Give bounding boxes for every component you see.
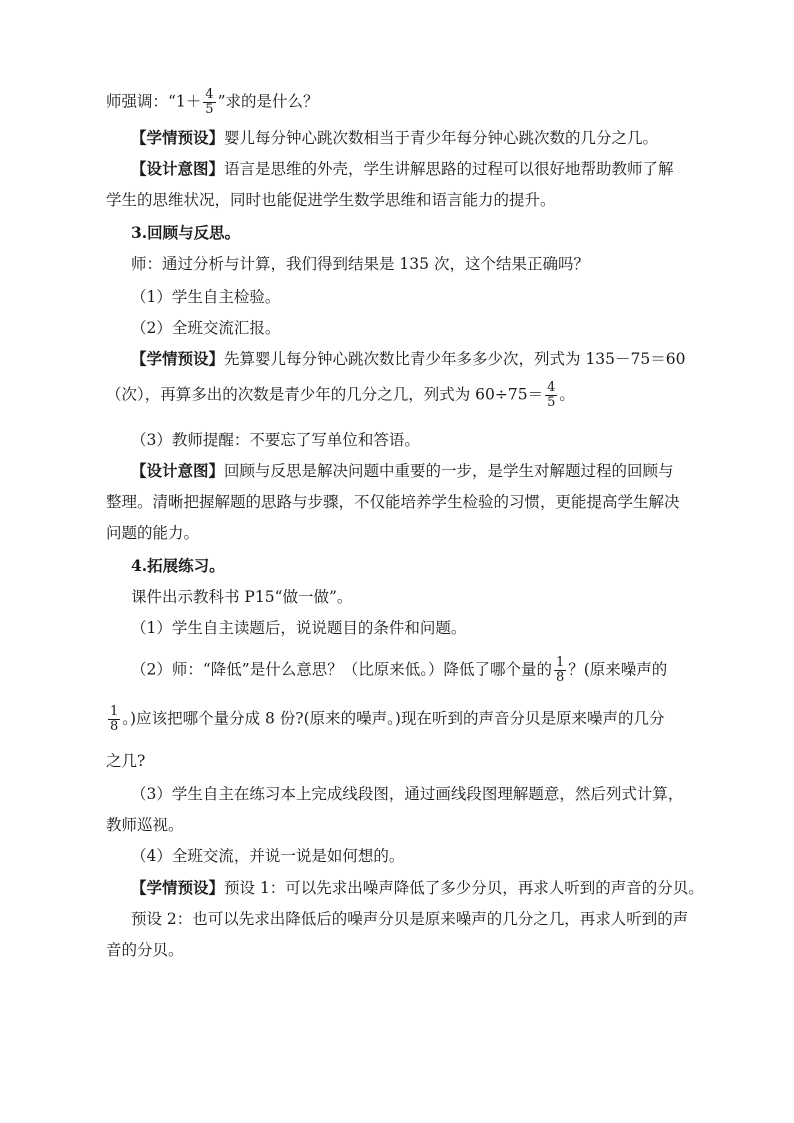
paragraph-line-with-fraction [106,381,696,410]
label-design-intent: 【设计意图】 [131,159,225,178]
paragraph-line-with-fraction [131,656,696,685]
paragraph-learning-preset-2 [131,348,696,370]
text: ”求的是什么？ [217,92,319,111]
label-design-intent: 【设计意图】 [131,461,225,480]
fraction: $\frac{1}{8}$ [555,655,565,685]
text: 婴儿每分钟心跳次数相当于青少年每分钟心跳次数的几分之几。 [224,129,659,147]
paragraph-line-with-fraction [106,705,696,734]
paragraph-line: （4）全班交流，并说一说是如何想的。 [131,847,405,865]
text: 预设 1：可以先求出噪声降低了多少分贝，再求人听到的声音的分贝。 [224,879,704,897]
paragraph-line: （2）全班交流汇报。 [131,319,281,337]
fraction: $\frac{1}{8}$ [110,704,119,734]
section-heading-practice: 4.拓展练习。 [131,556,225,575]
paragraph-learning-preset-1 [131,127,696,149]
paragraph-design-intent-2 [131,460,696,482]
paragraph-line: （3）教师提醒：不要忘了写单位和答语。 [131,431,420,449]
label-learning-preset: 【学情预设】 [131,128,225,147]
label-learning-preset: 【学情预设】 [131,878,225,897]
paragraph-line: （3）学生自主在练习本上完成线段图，通过画线段图理解题意，然后列式计算， [131,785,684,803]
paragraph-line: 问题的能力。 [106,524,200,542]
text: ？(原来噪声的 [568,660,668,679]
paragraph-line: 师：通过分析与计算，我们得到结果是 135 次，这个结果正确吗？ [131,255,589,273]
text: 先算婴儿每分钟心跳次数比青少年多多少次，列式为 135－75＝60 [224,350,686,368]
paragraph-line: 预设 2：也可以先求出降低后的噪声分贝是原来噪声的几分之几，再求人听到的声 [131,910,689,928]
paragraph-line: （1）学生自主检验。 [131,288,281,306]
text: 。)应该把哪个量分成 8 份?(原来的噪声。)现在听到的声音分贝是原来噪声的几分 [122,709,665,728]
paragraph-learning-preset-3 [131,877,704,899]
fraction: $\frac{4}{5}$ [547,380,556,410]
text: （2）师：“降低”是什么意思？（比原来低。）降低了哪个量的 [131,660,552,679]
text: 。 [559,385,575,404]
paragraph-line: 之几? [106,752,146,770]
fraction: $\frac{4}{5}$ [205,87,214,117]
text: 师强调：“1＋ [106,92,202,111]
text: （次），再算多出的次数是青少年的几分之几，列式为 60÷75＝ [106,385,544,404]
text: 语言是思维的外壳，学生讲解思路的过程可以很好地帮助教师了解 [224,160,674,178]
section-heading-review: 3.回顾与反思。 [131,223,241,242]
text: 回顾与反思是解决问题中重要的一步，是学生对解题过程的回顾与 [224,462,674,480]
paragraph-line: 教师巡视。 [106,816,184,834]
paragraph-line: 音的分贝。 [106,941,184,959]
label-learning-preset: 【学情预设】 [131,349,225,368]
paragraph-teacher-emphasis [106,88,696,117]
paragraph-line: 学生的思维状况，同时也能促进学生数学思维和语言能力的提升。 [106,191,556,209]
paragraph-design-intent-1 [131,158,696,180]
paragraph-line: 课件出示教科书 P15“做一做”。 [131,588,353,606]
paragraph-line: （1）学生自主读题后，说说题目的条件和问题。 [131,619,467,637]
paragraph-line: 整理。清晰把握解题的思路与步骤，不仅能培养学生检验的习惯，更能提高学生解决 [106,493,680,511]
